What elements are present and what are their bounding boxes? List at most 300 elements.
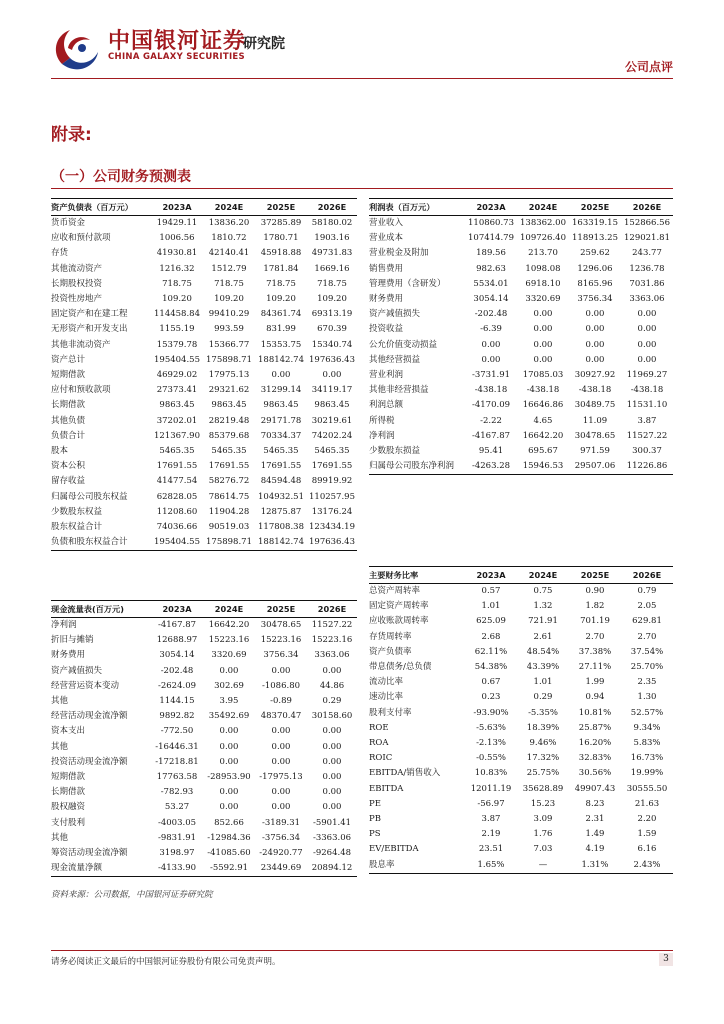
footer-disclaimer: 请务必阅读正文最后的中国银河证券股份有限公司免责声明。 <box>51 957 281 967</box>
value-cell: 110860.73 <box>468 218 514 228</box>
table-row <box>369 858 673 874</box>
value-cell: 17975.13 <box>208 370 250 381</box>
row-label: 总资产周转率 <box>369 586 421 596</box>
row-label: 负债合计 <box>51 430 86 441</box>
value-cell: 0.00 <box>637 354 657 365</box>
table-row <box>51 816 357 831</box>
value-cell: 1.76 <box>533 829 553 840</box>
table-row <box>369 353 673 368</box>
table-row <box>51 535 357 551</box>
value-cell: 28219.48 <box>208 415 250 426</box>
value-cell: 138362.00 <box>520 218 566 228</box>
value-cell: -438.18 <box>630 385 664 396</box>
value-cell: 0.00 <box>271 726 291 737</box>
value-cell: 189.56 <box>476 248 506 259</box>
table-row <box>369 614 673 629</box>
value-cell: 0.00 <box>322 370 342 381</box>
row-label: 长期借款 <box>51 787 86 798</box>
value-cell: 163319.15 <box>572 218 618 228</box>
value-cell: 1.32 <box>533 601 553 612</box>
value-cell: 8165.96 <box>577 278 613 289</box>
table-header-row <box>369 199 673 216</box>
year-header-cell: 2025E <box>255 199 307 216</box>
value-cell: 6918.10 <box>525 278 561 289</box>
value-cell: 110257.95 <box>309 491 355 502</box>
value-cell: 0.00 <box>481 354 501 365</box>
value-cell: 1903.16 <box>314 233 350 244</box>
value-cell: 197636.43 <box>307 535 357 551</box>
value-cell: -0.55% <box>476 753 506 764</box>
row-label: 资产减值损失 <box>51 665 103 676</box>
value-cell: 117808.38 <box>258 522 304 533</box>
table-row <box>51 459 357 474</box>
row-label: 其他负债 <box>51 415 86 426</box>
value-cell: 123434.19 <box>309 522 355 533</box>
row-label: 其他经营损益 <box>369 354 421 365</box>
value-cell: 1512.79 <box>211 263 247 274</box>
value-cell: 58180.02 <box>311 218 353 228</box>
value-cell: 62828.05 <box>156 491 198 502</box>
value-cell: 74036.66 <box>156 522 198 533</box>
value-cell: 9863.45 <box>314 400 350 411</box>
value-cell: 0.00 <box>219 756 239 767</box>
row-label: 短期借款 <box>51 370 86 381</box>
table-row <box>369 459 673 475</box>
value-cell: 9.34% <box>633 722 661 733</box>
table-row <box>51 216 357 232</box>
row-label: 速动比率 <box>369 692 404 703</box>
table-row <box>369 368 673 383</box>
row-label: ROA <box>369 738 389 749</box>
value-cell: 0.00 <box>637 324 657 335</box>
value-cell: 74202.24 <box>311 430 353 441</box>
section-divider <box>51 188 673 189</box>
row-label: ROE <box>369 722 389 733</box>
value-cell: 11.09 <box>582 415 608 426</box>
table-row <box>51 322 357 337</box>
value-cell: 49731.83 <box>311 248 353 259</box>
table-row <box>51 429 357 444</box>
value-cell: 48.54% <box>526 646 560 657</box>
logo-chinese-text: 中国银河证券 <box>108 29 247 54</box>
value-cell: -0.89 <box>270 696 292 707</box>
value-cell: 34119.17 <box>311 385 353 396</box>
value-cell: 1098.08 <box>525 263 561 274</box>
value-cell: -9264.48 <box>312 848 352 859</box>
value-cell: 30478.65 <box>260 620 302 630</box>
table-row <box>369 842 673 857</box>
value-cell: 1.30 <box>637 692 657 703</box>
value-cell: 0.00 <box>533 354 553 365</box>
row-label: 短期借款 <box>51 772 86 783</box>
value-cell: 16.73% <box>630 753 664 764</box>
value-cell: 5465.35 <box>211 446 247 457</box>
value-cell: 45918.88 <box>260 248 302 259</box>
value-cell: 175898.71 <box>206 354 252 365</box>
value-cell: 95.41 <box>478 446 504 457</box>
row-label: 其他 <box>51 741 69 752</box>
value-cell: — <box>517 858 569 874</box>
value-cell: 982.63 <box>476 263 506 274</box>
table-row <box>51 368 357 383</box>
value-cell: 0.00 <box>219 741 239 752</box>
row-label: 其他流动资产 <box>51 263 103 274</box>
value-cell: 0.00 <box>271 741 291 752</box>
value-cell: -28953.90 <box>207 772 251 783</box>
table-row <box>51 520 357 535</box>
value-cell: -782.93 <box>160 787 194 798</box>
value-cell: 259.62 <box>580 248 610 259</box>
year-header-cell: 2024E <box>517 567 569 584</box>
value-cell: 11226.86 <box>621 459 673 475</box>
table-row <box>51 262 357 277</box>
table-row <box>369 797 673 812</box>
value-cell: 41477.54 <box>156 476 198 487</box>
value-cell: 10.83% <box>474 768 508 779</box>
value-cell: 0.00 <box>219 665 239 676</box>
value-cell: 10.81% <box>578 707 612 718</box>
value-cell: 54.38% <box>474 662 508 673</box>
value-cell: 15.23 <box>530 798 556 809</box>
value-cell: 30219.61 <box>311 415 353 426</box>
value-cell: 46929.02 <box>156 370 198 381</box>
value-cell: 15223.16 <box>208 635 250 646</box>
value-cell: 15379.78 <box>156 339 198 350</box>
value-cell: 0.00 <box>585 354 605 365</box>
table-row <box>369 599 673 614</box>
table-row <box>51 618 357 634</box>
table-row <box>369 782 673 797</box>
value-cell: 109.20 <box>317 294 347 305</box>
value-cell: 0.00 <box>271 370 291 381</box>
table-row <box>369 383 673 398</box>
value-cell: 3756.34 <box>577 294 613 305</box>
value-cell: 0.00 <box>271 665 291 676</box>
table-row <box>369 338 673 353</box>
galaxy-logo-icon <box>48 22 104 78</box>
value-cell: -5901.41 <box>312 817 352 828</box>
value-cell: 0.00 <box>637 339 657 350</box>
value-cell: 16.20% <box>578 738 612 749</box>
table-row <box>51 800 357 815</box>
value-cell: 188142.74 <box>258 354 304 365</box>
value-cell: 300.37 <box>632 446 662 457</box>
value-cell: -202.48 <box>160 665 194 676</box>
value-cell: -4167.87 <box>157 620 197 630</box>
value-cell: 695.67 <box>528 446 558 457</box>
value-cell: 37.54% <box>630 646 664 657</box>
value-cell: 31299.14 <box>260 385 302 396</box>
row-label: 其他 <box>51 832 69 843</box>
table-row <box>369 827 673 842</box>
table-row <box>51 277 357 292</box>
row-label: 财务费用 <box>369 294 404 305</box>
table-row <box>51 231 357 246</box>
row-label: PS <box>369 829 381 840</box>
value-cell: 3.87 <box>481 814 501 825</box>
table-row <box>369 322 673 337</box>
value-cell: 1.49 <box>585 829 605 840</box>
value-cell: 0.67 <box>481 677 501 688</box>
value-cell: 109.20 <box>162 294 192 305</box>
value-cell: -2624.09 <box>157 680 197 691</box>
table-row <box>369 766 673 781</box>
value-cell: 37202.01 <box>156 415 198 426</box>
value-cell: 3198.97 <box>159 848 195 859</box>
value-cell: 718.75 <box>162 278 192 289</box>
row-label: 现金流量净额 <box>51 861 151 877</box>
value-cell: 3054.14 <box>473 294 509 305</box>
value-cell: 2.35 <box>637 677 657 688</box>
table-row <box>51 246 357 261</box>
table-row <box>369 231 673 246</box>
row-label: 长期借款 <box>51 400 86 411</box>
value-cell: 9863.45 <box>263 400 299 411</box>
value-cell: 1.01 <box>533 677 553 688</box>
table-row <box>51 338 357 353</box>
footer-divider <box>51 950 673 951</box>
value-cell: 27.11% <box>578 662 612 673</box>
value-cell: 58276.72 <box>208 476 250 487</box>
value-cell: 17763.58 <box>156 772 198 783</box>
table-row <box>369 721 673 736</box>
row-label: 归属母公司股东权益 <box>51 491 128 502</box>
row-label: 固定资产周转率 <box>369 601 429 612</box>
value-cell: 19.99% <box>630 768 664 779</box>
source-note: 资料来源：公司数据，中国银河证券研究院 <box>51 890 213 900</box>
value-cell: 12688.97 <box>156 635 198 646</box>
table-row <box>369 751 673 766</box>
value-cell: 2.70 <box>637 631 657 642</box>
value-cell: 129021.81 <box>624 233 670 244</box>
value-cell: 15353.75 <box>260 339 302 350</box>
row-label: 公允价值变动损益 <box>369 339 438 350</box>
value-cell: 21.63 <box>634 798 660 809</box>
value-cell: -2.13% <box>476 738 506 749</box>
year-header-cell: 2026E <box>621 199 673 216</box>
value-cell: 11531.10 <box>626 400 668 411</box>
value-cell: 23.51 <box>478 844 504 855</box>
value-cell: -5.63% <box>476 722 506 733</box>
value-cell: -5592.91 <box>203 861 255 877</box>
value-cell: 993.59 <box>214 324 244 335</box>
value-cell: 0.00 <box>533 324 553 335</box>
value-cell: 213.70 <box>528 248 558 259</box>
value-cell: 2.70 <box>585 631 605 642</box>
value-cell: -3363.06 <box>312 832 352 843</box>
value-cell: 9863.45 <box>159 400 195 411</box>
value-cell: 17691.55 <box>311 461 353 472</box>
table-row <box>51 785 357 800</box>
value-cell: 188142.74 <box>255 535 307 551</box>
value-cell: 42140.41 <box>208 248 250 259</box>
table-row <box>51 755 357 770</box>
value-cell: 629.81 <box>632 616 662 627</box>
table-title-cell: 利润表（百万元） <box>369 199 465 216</box>
income-statement-table <box>369 198 673 475</box>
value-cell: 0.00 <box>533 339 553 350</box>
value-cell: 721.91 <box>528 616 558 627</box>
value-cell: 3756.34 <box>263 650 299 661</box>
table-row <box>51 664 357 679</box>
year-header-cell: 2024E <box>517 199 569 216</box>
table-row <box>51 490 357 505</box>
value-cell: -17975.13 <box>259 772 303 783</box>
table-header-row <box>51 601 357 618</box>
value-cell: 0.00 <box>322 665 342 676</box>
value-cell: 85379.68 <box>208 430 250 441</box>
table-header-row <box>51 199 357 216</box>
value-cell: 5534.01 <box>473 278 509 289</box>
row-label: 存货周转率 <box>369 631 412 642</box>
row-label: 少数股东权益 <box>51 506 103 517</box>
table-row <box>51 846 357 861</box>
table-row <box>51 648 357 663</box>
value-cell: 302.69 <box>214 680 244 691</box>
table-row <box>369 398 673 413</box>
table-row <box>369 429 673 444</box>
value-cell: 0.00 <box>219 787 239 798</box>
value-cell: 84594.48 <box>260 476 302 487</box>
value-cell: -3731.91 <box>471 370 511 381</box>
row-label: EBITDA <box>369 783 404 794</box>
row-label: 其他非经营损益 <box>369 385 429 396</box>
value-cell: 9863.45 <box>211 400 247 411</box>
row-label: 经营活动现金流净额 <box>51 711 128 722</box>
value-cell: 0.00 <box>637 309 657 320</box>
table-row <box>369 307 673 322</box>
value-cell: 109726.40 <box>520 233 566 244</box>
table-row <box>369 660 673 675</box>
value-cell: 29171.78 <box>260 415 302 426</box>
row-label: 筹资活动现金流净额 <box>51 848 128 859</box>
row-label: PE <box>369 798 381 809</box>
value-cell: 84361.74 <box>260 309 302 320</box>
value-cell: 44.86 <box>319 680 345 691</box>
value-cell: 118913.25 <box>572 233 618 244</box>
table-row <box>369 812 673 827</box>
value-cell: 2.05 <box>637 601 657 612</box>
value-cell: 109.20 <box>266 294 296 305</box>
value-cell: 17691.55 <box>156 461 198 472</box>
table-row <box>51 292 357 307</box>
value-cell: 0.00 <box>481 339 501 350</box>
table-row <box>369 584 673 600</box>
value-cell: 1.99 <box>585 677 605 688</box>
row-label: 固定资产和在建工程 <box>51 309 128 320</box>
value-cell: 6.16 <box>637 844 657 855</box>
value-cell: 718.75 <box>317 278 347 289</box>
row-label: 经营营运资本变动 <box>51 680 120 691</box>
row-label: 资本支出 <box>51 726 86 737</box>
table-row <box>51 740 357 755</box>
value-cell: 0.29 <box>322 696 342 707</box>
value-cell: 701.19 <box>580 616 610 627</box>
row-label: 少数股东损益 <box>369 446 421 457</box>
value-cell: 30555.50 <box>626 783 668 794</box>
value-cell: -4133.90 <box>151 861 203 877</box>
year-header-cell: 2023A <box>465 199 517 216</box>
value-cell: 16646.86 <box>522 400 564 411</box>
value-cell: 1.82 <box>585 601 605 612</box>
value-cell: 15946.53 <box>517 459 569 475</box>
value-cell: 15366.77 <box>208 339 250 350</box>
row-label: 股利支付率 <box>369 707 412 718</box>
row-label: 其他 <box>51 696 69 707</box>
value-cell: -438.18 <box>526 385 560 396</box>
year-header-cell: 2023A <box>465 567 517 584</box>
value-cell: 3.95 <box>219 696 239 707</box>
value-cell: 70334.37 <box>260 430 302 441</box>
value-cell: 0.00 <box>271 787 291 798</box>
year-header-cell: 2026E <box>307 601 357 618</box>
balance-sheet-table <box>51 198 357 551</box>
logo-english-text: CHINA GALAXY SECURITIES <box>108 52 245 62</box>
value-cell: 670.39 <box>317 324 347 335</box>
table-header-row <box>369 567 673 584</box>
value-cell: 3054.14 <box>159 650 195 661</box>
row-label: 投资活动现金流净额 <box>51 756 128 767</box>
row-label: 无形资产和开发支出 <box>51 324 128 335</box>
cash-flow-table <box>51 600 357 877</box>
value-cell: 11904.28 <box>208 506 250 517</box>
row-label: EV/EBITDA <box>369 844 419 855</box>
value-cell: 69313.19 <box>311 309 353 320</box>
document-type-label: 公司点评 <box>624 60 673 74</box>
value-cell: 1006.56 <box>159 233 195 244</box>
value-cell: 195404.55 <box>154 354 200 365</box>
row-label: PB <box>369 814 381 825</box>
value-cell: 0.00 <box>585 309 605 320</box>
value-cell: 7031.86 <box>629 278 665 289</box>
row-label: 营业税金及附加 <box>369 248 429 259</box>
row-label: 流动比率 <box>369 677 404 688</box>
page-header <box>0 0 724 82</box>
table-row <box>51 505 357 520</box>
value-cell: 19429.11 <box>156 218 198 228</box>
value-cell: 11969.27 <box>626 370 668 381</box>
value-cell: 16642.20 <box>208 620 250 630</box>
value-cell: -16446.31 <box>155 741 199 752</box>
value-cell: 3363.06 <box>314 650 350 661</box>
table-row <box>369 645 673 660</box>
row-label: 资本公积 <box>51 461 86 472</box>
table-row <box>51 307 357 322</box>
value-cell: 0.00 <box>271 802 291 813</box>
value-cell: 52.57% <box>630 707 664 718</box>
value-cell: 11208.60 <box>156 506 198 517</box>
value-cell: 175898.71 <box>203 535 255 551</box>
value-cell: 243.77 <box>632 248 662 259</box>
table-row <box>369 414 673 429</box>
row-label: 资产负债率 <box>369 646 412 657</box>
year-header-cell: 2025E <box>255 601 307 618</box>
page-number: 3 <box>659 953 673 966</box>
value-cell: 30.56% <box>578 768 612 779</box>
value-cell: 107414.79 <box>468 233 514 244</box>
value-cell: 49907.43 <box>574 783 616 794</box>
row-label: 管理费用（含研发） <box>369 278 446 289</box>
value-cell: 3.09 <box>533 814 553 825</box>
table-row <box>369 630 673 645</box>
value-cell: -202.48 <box>474 309 508 320</box>
value-cell: 15223.16 <box>311 635 353 646</box>
value-cell: 2.20 <box>637 814 657 825</box>
value-cell: -12984.36 <box>207 832 251 843</box>
value-cell: 3320.69 <box>211 650 247 661</box>
row-label: 股东权益合计 <box>51 522 103 533</box>
table-row <box>51 414 357 429</box>
